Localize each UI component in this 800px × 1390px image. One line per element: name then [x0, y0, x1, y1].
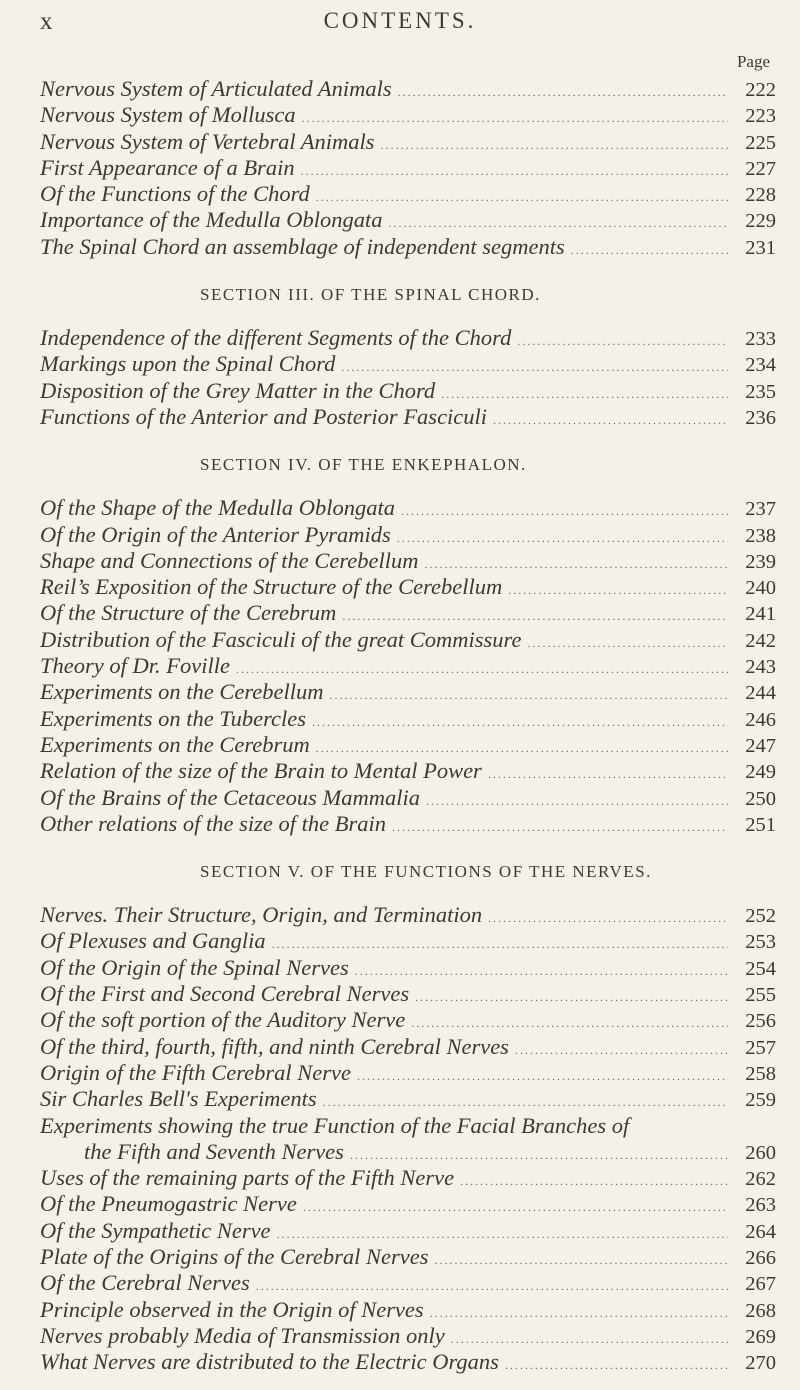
- entry-title: Of the Structure of the Cerebrum: [40, 600, 337, 626]
- dot-leader: [424, 557, 728, 572]
- dot-leader: [316, 190, 728, 205]
- entry-page-number: 264: [745, 1220, 776, 1243]
- entry-page-number: 252: [745, 905, 776, 928]
- entry-title: Relation of the size of the Brain to Mental Power: [40, 758, 482, 784]
- entry-title: Independence of the different Segments of the Chord: [40, 325, 512, 351]
- entry-title: Experiments on the Cerebrum: [40, 731, 310, 757]
- dot-leader: [451, 1332, 728, 1347]
- entry-page-number: 270: [745, 1352, 776, 1375]
- toc-entry: [40, 955, 776, 981]
- entry-title: Of the Brains of the Cetaceous Mammalia: [40, 784, 420, 810]
- entry-title: Importance of the Medulla Oblongata: [40, 207, 383, 233]
- toc-entry: [40, 155, 776, 181]
- entry-title: Nervous System of Vertebral Animals: [40, 128, 375, 154]
- dot-leader: [342, 609, 728, 624]
- entry-title: Nervous System of Mollusca: [40, 102, 296, 128]
- entry-title: Of the Origin of the Anterior Pyramids: [40, 521, 391, 547]
- entry-title: Origin of the Fifth Cerebral Nerve: [40, 1059, 352, 1085]
- entry-title: Principle observed in the Origin of Nerves: [40, 1296, 424, 1322]
- dot-leader: [397, 531, 728, 546]
- entry-page-number: 249: [745, 761, 776, 784]
- toc-entry: [40, 706, 776, 732]
- entry-page-number: 231: [745, 236, 776, 259]
- entry-title: Of the Sympathetic Nerve: [40, 1217, 271, 1243]
- dot-leader: [415, 990, 728, 1005]
- entry-title: Nervous System of Articulated Animals: [40, 76, 392, 101]
- page-title: CONTENTS.: [323, 8, 477, 33]
- entry-title: Experiments showing the true Function of the Facial Branches of: [40, 1112, 630, 1138]
- dot-leader: [508, 583, 728, 598]
- entry-page-number: 240: [745, 577, 776, 600]
- dot-leader: [435, 1253, 729, 1268]
- section-heading: SECTION III. OF THE SPINAL CHORD.: [200, 285, 541, 305]
- entry-page-number: 257: [745, 1036, 776, 1059]
- dot-leader: [316, 741, 728, 756]
- toc-entry: [40, 1139, 776, 1165]
- dot-leader: [256, 1279, 728, 1294]
- dot-leader: [488, 767, 728, 782]
- dot-leader: [272, 937, 728, 952]
- entry-page-number: 222: [745, 79, 776, 101]
- entry-page-number: 228: [745, 184, 776, 207]
- entry-page-number: 247: [745, 734, 776, 757]
- entry-page-number: 229: [745, 210, 776, 233]
- entry-title: Disposition of the Grey Matter in the Chord: [40, 377, 436, 403]
- toc-entry: [40, 234, 776, 260]
- entry-page-number: 238: [745, 524, 776, 547]
- dot-leader: [401, 504, 728, 519]
- toc-entry: [40, 76, 776, 102]
- dot-leader: [381, 138, 728, 153]
- toc-entry: [40, 404, 776, 430]
- entry-title: Distribution of the Fasciculi of the great Commissure: [40, 626, 522, 652]
- toc-entry: [40, 351, 776, 377]
- entry-title: Shape and Connections of the Cerebellum: [40, 547, 419, 573]
- entry-title: Experiments on the Tubercles: [40, 705, 306, 731]
- toc-entry: [40, 1034, 776, 1060]
- dot-leader: [355, 964, 728, 979]
- entry-title: Nerves probably Media of Transmission only: [40, 1322, 445, 1348]
- toc-entry: [40, 207, 776, 233]
- dot-leader: [398, 85, 728, 100]
- toc-entry: [40, 1270, 776, 1296]
- section-heading: SECTION IV. OF THE ENKEPHALON.: [200, 455, 527, 475]
- entry-page-number: 234: [745, 354, 776, 377]
- entry-page-number: 227: [745, 157, 776, 180]
- entry-page-number: 266: [745, 1246, 776, 1269]
- entry-title: Experiments on the Cerebellum: [40, 679, 324, 705]
- entry-title: Plate of the Origins of the Cerebral Nerves: [40, 1243, 429, 1269]
- dot-leader: [460, 1174, 728, 1189]
- toc-entry: [40, 1113, 776, 1139]
- entry-title: Of the First and Second Cerebral Nerves: [40, 981, 410, 1007]
- table-of-contents: [40, 76, 776, 1375]
- entry-title: Uses of the remaining parts of the Fifth Nerve: [40, 1165, 455, 1191]
- toc-entry: [40, 548, 776, 574]
- entry-title: Other relations of the size of the Brain: [40, 810, 387, 836]
- toc-entry: [40, 785, 776, 811]
- toc-entry: [40, 129, 776, 155]
- entry-page-number: 250: [745, 787, 776, 810]
- entry-page-number: 223: [745, 105, 776, 128]
- toc-entry: [40, 574, 776, 600]
- entry-page-number: 237: [745, 498, 776, 521]
- entry-page-number: 253: [745, 931, 776, 954]
- entry-page-number: 242: [745, 629, 776, 652]
- toc-entry: [40, 325, 776, 351]
- dot-leader: [493, 413, 728, 428]
- dot-leader: [323, 1095, 728, 1110]
- toc-entry: [40, 1191, 776, 1217]
- entry-page-number: 258: [745, 1062, 776, 1085]
- entry-title: Of the soft portion of the Auditory Nerve: [40, 1007, 406, 1033]
- entry-page-number: 267: [745, 1273, 776, 1296]
- dot-leader: [571, 243, 728, 258]
- toc-entry: [40, 981, 776, 1007]
- entry-page-number: 233: [745, 328, 776, 351]
- toc-entry: [40, 600, 776, 626]
- entry-title: Of the Pneumogastric Nerve: [40, 1191, 297, 1217]
- toc-entry: [40, 732, 776, 758]
- dot-leader: [388, 216, 728, 231]
- toc-entry: [40, 1086, 776, 1112]
- entry-page-number: 256: [745, 1010, 776, 1033]
- toc-entry: [40, 102, 776, 128]
- dot-leader: [517, 334, 728, 349]
- running-header: [0, 8, 800, 38]
- dot-leader: [303, 1200, 728, 1215]
- entry-page-number: 263: [745, 1194, 776, 1217]
- entry-title: Nerves. Their Structure, Origin, and Termination: [40, 902, 483, 928]
- toc-entry: [40, 1323, 776, 1349]
- entry-title: Of the third, fourth, fifth, and ninth Cerebral Nerves: [40, 1033, 509, 1059]
- dot-leader: [357, 1069, 728, 1084]
- dot-leader: [488, 911, 728, 926]
- entry-title: Reil’s Exposition of the Structure of the Cerebellum: [40, 574, 503, 600]
- dot-leader: [515, 1043, 728, 1058]
- toc-entry: [40, 758, 776, 784]
- toc-entry: [40, 627, 776, 653]
- toc-entry: [40, 928, 776, 954]
- toc-entry: [40, 679, 776, 705]
- toc-entry: [40, 653, 776, 679]
- entry-title: Of the Origin of the Spinal Nerves: [40, 954, 349, 980]
- entry-page-number: 239: [745, 550, 776, 573]
- entry-title: Of the Cerebral Nerves: [40, 1270, 250, 1296]
- dot-leader: [527, 636, 728, 651]
- entry-page-number: 268: [745, 1299, 776, 1322]
- toc-entry: [40, 1165, 776, 1191]
- dot-leader: [392, 820, 728, 835]
- entry-page-number: 259: [745, 1089, 776, 1112]
- toc-entry: [40, 1349, 776, 1375]
- entry-title: Of the Functions of the Chord: [40, 181, 310, 207]
- entry-page-number: 251: [745, 813, 776, 836]
- entry-title: First Appearance of a Brain: [40, 154, 295, 180]
- page-column-label: Page: [736, 52, 770, 71]
- toc-entry: [40, 1218, 776, 1244]
- dot-leader: [426, 794, 728, 809]
- toc-entry: [40, 1060, 776, 1086]
- entry-title: What Nerves are distributed to the Electric Organs: [40, 1349, 499, 1375]
- page-number: x: [40, 8, 55, 35]
- entry-page-number: 225: [745, 131, 776, 154]
- dot-leader: [329, 688, 728, 703]
- toc-entry: [40, 811, 776, 837]
- dot-leader: [312, 715, 728, 730]
- dot-leader: [341, 360, 728, 375]
- entry-page-number: 262: [745, 1168, 776, 1191]
- entry-title: Markings upon the Spinal Chord: [40, 351, 336, 377]
- entry-title: Of Plexuses and Ganglia: [40, 928, 266, 954]
- dot-leader: [236, 662, 728, 677]
- entry-page-number: 244: [745, 682, 776, 705]
- toc-entry: [40, 495, 776, 521]
- toc-entry: [40, 902, 776, 928]
- entry-page-number: 241: [745, 603, 776, 626]
- toc-entry: [40, 1007, 776, 1033]
- entry-title: Sir Charles Bell's Experiments: [40, 1086, 317, 1112]
- dot-leader: [301, 164, 728, 179]
- toc-entry: [40, 181, 776, 207]
- dot-leader: [350, 1148, 728, 1163]
- toc-entry: [40, 522, 776, 548]
- entry-title: the Fifth and Seventh Nerves: [84, 1138, 344, 1164]
- entry-page-number: 260: [745, 1141, 776, 1164]
- entry-page-number: 235: [745, 380, 776, 403]
- entry-title: The Spinal Chord an assemblage of independent segments: [40, 233, 565, 259]
- dot-leader: [302, 111, 728, 126]
- entry-title: Theory of Dr. Foville: [40, 653, 230, 679]
- section-heading: SECTION V. OF THE FUNCTIONS OF THE NERVES.: [200, 862, 652, 882]
- entry-title: Functions of the Anterior and Posterior Fasciculi: [40, 403, 488, 429]
- dot-leader: [277, 1227, 728, 1242]
- dot-leader: [505, 1358, 728, 1373]
- entry-page-number: 236: [745, 406, 776, 429]
- toc-entry: [40, 378, 776, 404]
- entry-page-number: 254: [745, 957, 776, 980]
- entry-page-number: 255: [745, 984, 776, 1007]
- dot-leader: [430, 1306, 728, 1321]
- dot-leader: [441, 387, 728, 402]
- dot-leader: [411, 1016, 728, 1031]
- entry-page-number: 269: [745, 1325, 776, 1348]
- toc-entry: [40, 1297, 776, 1323]
- toc-entry: [40, 1244, 776, 1270]
- entry-page-number: 246: [745, 708, 776, 731]
- entry-page-number: 243: [745, 656, 776, 679]
- entry-title: Of the Shape of the Medulla Oblongata: [40, 495, 395, 521]
